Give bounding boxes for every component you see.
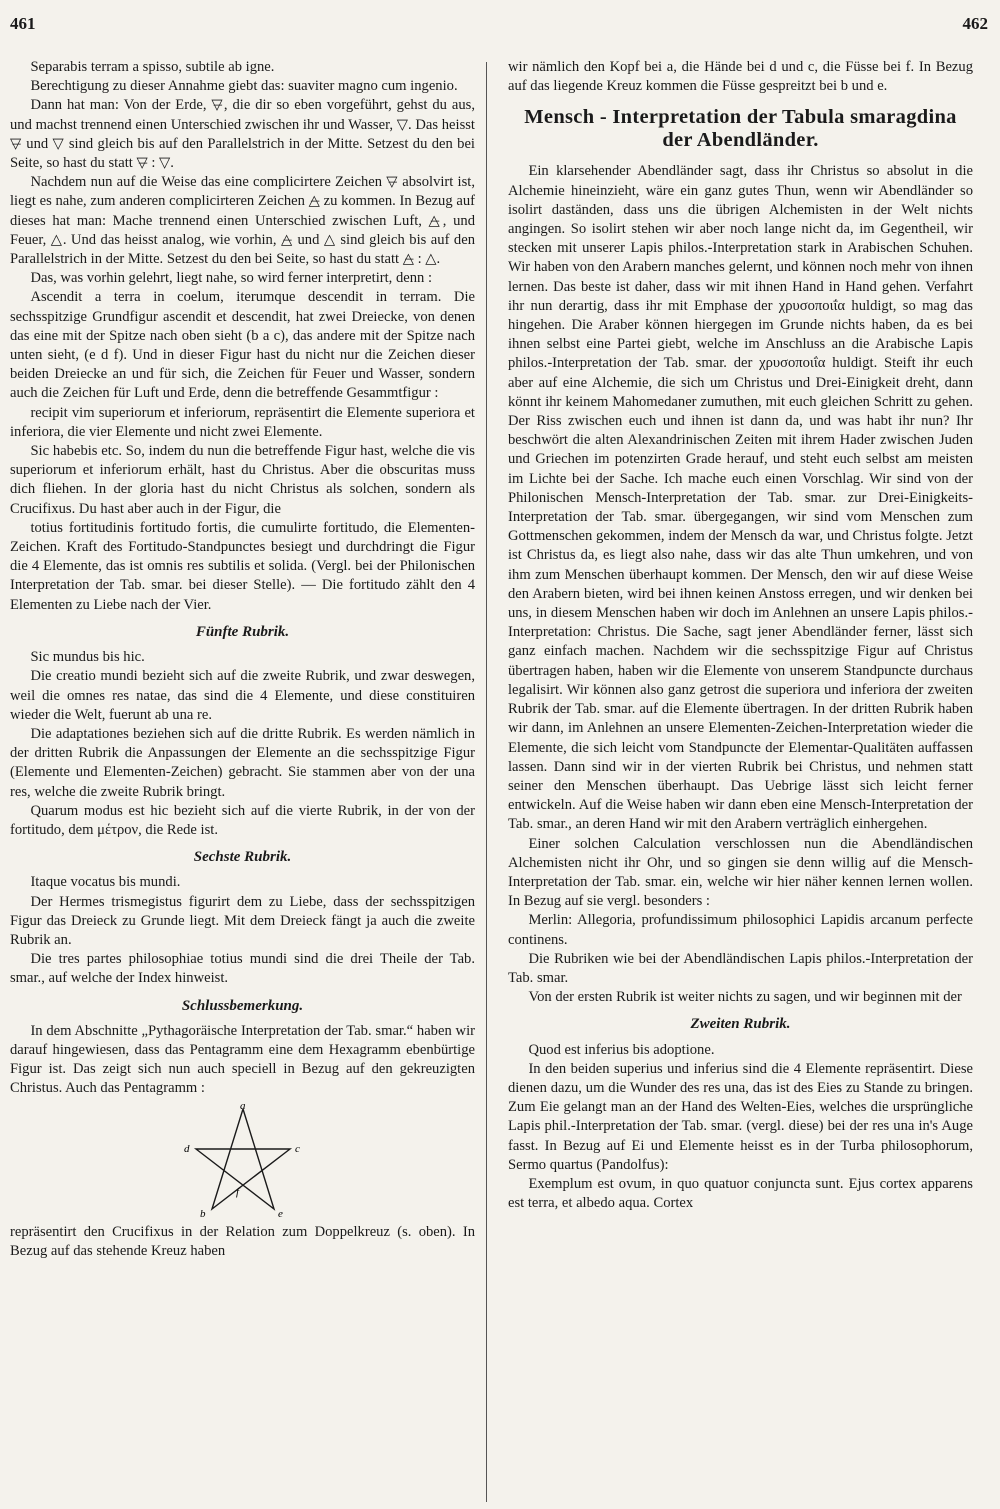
- paragraph: Das, was vorhin gelehrt, liegt nahe, so wird ferner interpretirt, denn :: [30, 270, 433, 287]
- paragraph: Ein klarsehender Abendländer sagt, dass ihr Christus so absolut in die Alchemie hineinzieht, wäre ein ganz gutes Thun, wenn wir Abendländer so isolirt daständen, dass uns die übrigen Alchemisten in der Welt nichts angingen. So isolirt stehen wir aber noch lange nicht da, im Gegentheil, wir stecken mit unserer Lapis philos.-Interpretation stark in Arabischen Schuhen. Wir haben von den Arabern manches gelernt, und können noch mehr von ihnen lernen. Das beste ist daher, dass wir mit ihnen Hand in Hand gehen. Verfahrt ihr nun derartig, dass ihr mit Emphase der χρυσοποιΐα huldigt, so mag das hingehen. Die Araber können hiergegen im Grunde nichts haben, da es bei ihnen selbst eine Partei giebt, welche im Anschluss an die Arabische Lapis philos.-Interpretation der Tab. smar. der χρυσοποιΐα huldigt. Steift ihr euch aber auf eine Alchemie, die sich um Christus und Drei-Einigkeit dreht, dann könnt ihr keinem Mahomedaner zumuthen, mit euch gleichen Schritt zu gehen. Der Riss zwischen euch und ihnen ist dann da, und was habt ihr nun? Ihr beschwört die alten Alexandrinischen Zeiten mit ihrem Hader zwischen Juden und Griechen im potenzirten Grade herauf, und steht euch selbst am meisten im Lichte bei der Sache. Ich mache euch einen Vorschlag. Wir sind von der Philonischen Mensch-Interpretation der Tab. smar. zur Drei-Einigkeits-Interpretation der Tab. smar. übergegangen, wir sind vom Menschen zum Gottmenschen gekommen, indem der Mensch da war, und Christus folgte. Jetzt ist Christus da, es liegt also nahe, dass wir das alte Thun umkehren, und von ihm zum Menschen überhaupt kommen. Der Mensch, den wir auf diese Weise den Arabern bieten, wird bei ihnen keinen Anstoss erregen, und wir denken bei uns, in diesem Menschen haben wir doch im Anlehnen an unsere Lapis philos.-Interpretation: Christus. Die Sache, sagt jener Abendländer ferner, lässt sich ganz einfach machen. Nachdem wir die sechsspitzige Figur auf Christus übertragen haben, haben wir die Elemente von unserem Standpuncte durchaus legalisirt. Wir können also ganz getrost die superiora und inferiora der zweiten Rubrik der Tab. smar. auf die Elemente übertragen. In der dritten Rubrik haben wir dann, im Anlehnen an unsere Elementen-Zeichen-Interpretation wieder die Elemente, die sich leicht vom Standpuncte der Elementar-Qualitäten auffassen lassen. Dann sind wir in der vierten Rubrik bei Christus, und nehmen statt seiner den Menschen überhaupt. Das Uebrige lässt sich leicht ferner entwickeln. Auf die Weise haben wir dann eben eine Mensch-Interpretation der Tab. smar., an deren Hand wir mit den Arabern verträglich einhergehen.: [508, 163, 973, 833]
- right-column: [508, 58, 973, 1213]
- page-number-left: 461: [10, 14, 36, 33]
- paragraph: Quod est inferius bis adoptione.: [528, 1041, 715, 1058]
- paragraph: Itaque vocatus bis mundi.: [30, 874, 181, 891]
- paragraph: Sic mundus bis hic.: [30, 649, 145, 666]
- section-heading: Schlussbemerkung.: [181, 997, 304, 1014]
- paragraph: In dem Abschnitte „Pythagoräische Interpretation der Tab. smar.“ haben wir darauf hingewiesen, dass das Pentagramm eine dem Hexagramm ebenbürtige Figur ist. Das zeigt sich nun auch speciell in Bezug auf den gekreuzigten Christus. Auch das Pentagramm :: [10, 1022, 475, 1097]
- section-heading: Sechste Rubrik.: [193, 849, 292, 866]
- paragraph: Die Rubriken wie bei der Abendländischen Lapis philos.-Interpretation der Tab. smar.: [508, 950, 973, 986]
- figure-label-d: d: [183, 1142, 189, 1155]
- paragraph: Separabis terram a spisso, subtile ab igne.: [30, 59, 275, 75]
- paragraph: repräsentirt den Crucifixus in der Relation zum Doppelkreuz (s. oben). In Bezug auf das stehende Kreuz haben: [10, 1223, 475, 1259]
- chapter-heading: Mensch - Interpretation der Tabula smaragdina der Abendländer.: [524, 106, 957, 152]
- paragraph: Quarum modus est hic bezieht sich auf die vierte Rubrik, in der von der fortitudo, dem μέτρον, die Rede ist.: [10, 802, 475, 838]
- paragraph: Die tres partes philosophiae totius mundi sind die drei Theile der Tab. smar., auf welche der Index hinweist.: [10, 951, 475, 987]
- paragraph: wir nämlich den Kopf bei a, die Hände bei d und c, die Füsse bei f. In Bezug auf das liegende Kreuz kommen die Füsse gespreitzt bei b und e.: [508, 59, 973, 95]
- section-heading: Zweiten Rubrik.: [690, 1016, 791, 1033]
- figure-label-b: b: [199, 1207, 205, 1219]
- figure-label-c: c: [294, 1142, 300, 1155]
- left-column: [10, 58, 475, 1261]
- page-number-right: 462: [962, 14, 988, 33]
- paragraph: Der Hermes trismegistus figurirt dem zu Liebe, dass der sechsspitzigen Figur das Dreieck zu Grunde liegt. Mit dem Dreieck fängt ja auch die zweite Rubrik an.: [10, 893, 475, 948]
- section-heading: Fünfte Rubrik.: [195, 623, 290, 640]
- paragraph: Exemplum est ovum, in quo quatuor conjuncta sunt. Ejus cortex apparens est terra, et albedo aqua. Cortex: [508, 1175, 973, 1212]
- figure-label-a: a: [239, 1100, 245, 1112]
- paragraph: totius fortitudinis fortitudo fortis, die cumulirte fortitudo, die Elementen-Zeichen. Kraft des Fortitudo-Standpunctes besiegt und durchdringt die Figur die 4 Elemente, das ist omnis res subtilis et solida. (Vergl. bei der Philonischen Interpretation der Tab. smar. bei dieser Stelle). — Die fortitudo zählt den 4 Elementen zu Liebe nach der Vier.: [10, 519, 475, 613]
- paragraph: Die creatio mundi bezieht sich auf die zweite Rubrik, und zwar deswegen, weil die omnes res natae, das sind die 4 Elemente, und diese constituiren wieder die Welt, fuerunt ab una re.: [10, 668, 475, 723]
- figure-label-e: e: [277, 1207, 283, 1219]
- paragraph: Einer solchen Calculation verschlossen nun die Abendländischen Alchemisten nicht ihr Ohr, und so gingen sie denn willig auf die Mensch-Interpretation der Tab. smar. ein, welche wir hier näher kennen lernen wollen. In Bezug auf sie vergl. besonders :: [508, 835, 973, 910]
- column-divider: [486, 62, 487, 1502]
- paragraph: In den beiden superius und inferius sind die 4 Elemente repräsentirt. Diese dienen dazu, um die Wunder des res una, das ist des Eies zu Stande zu bringen. Zum Eie gelangt man an der Hand des Welten-Eies, welches die ursprüngliche Lapis phil.-Interpretation der Tab. smar. (vergl. diese) bei der res una in's Auge fasst. In Bezug auf Ei und Elemente heisst es in der Turba philosophorum, Sermo quartus (Pandolfus):: [508, 1060, 973, 1173]
- pentagram-figure: [168, 1101, 318, 1219]
- paragraph: Die adaptationes beziehen sich auf die dritte Rubrik. Es werden nämlich in der dritten Rubrik die Anpassungen der Elemente an die sechsspitzige Figur (Elemente und Elementen-Zeichen) gebracht. Sie stammen aber von der una res, welche die zweite Rubrik bringt.: [10, 725, 475, 800]
- paragraph: Dann hat man: Von der Erde, ▽̶, die dir so eben vorgeführt, gehst du aus, und machst trennend einen Unterschied zwischen ihr und Wasser, ▽. Das heisst ▽̶ und ▽ sind gleich bis auf den Parallelstrich in der Mitte. Setzest du den bei Seite, so hast du statt ▽̶ : ▽.: [10, 97, 475, 172]
- paragraph: Ascendit a terra in coelum, iterumque descendit in terram. Die sechsspitzige Grundfigur ascendit et descendit, hat zwei Dreiecke, von denen das eine mit der Spitze nach oben sieht (b a c), das andere mit der Spitze nach unten sieht, (e d f). Und in dieser Figur hast du nicht nur die Zeichen dieser beiden Dreiecke an und für sich, die Zeichen für Feuer und Wasser, sondern auch die Zeichen für Luft und Erde, denn die betreffende Gesammtfigur :: [10, 289, 475, 402]
- paragraph: Berechtigung zu dieser Annahme giebt das: suaviter magno cum ingenio.: [30, 78, 458, 95]
- paragraph: Nachdem nun auf die Weise das eine complicirtere Zeichen ▽̶ absolvirt ist, liegt es nahe, zum anderen complicirteren Zeichen △̶ zu kommen. In Bezug auf dieses hat man: Mache trennend einen Unterschied zwischen Luft, △̶, und Feuer, △. Und das heisst analog, wie vorhin, △̶ und △ sind gleich bis auf den Parallelstrich in der Mitte. Setzest du den bei Seite, so hast du statt △̶ : △.: [10, 174, 475, 268]
- paragraph: recipit vim superiorum et inferiorum, repräsentirt die Elemente superiora et inferiora, die vier Elemente und nicht zwei Elemente.: [10, 404, 475, 440]
- paragraph: Von der ersten Rubrik ist weiter nichts zu sagen, und wir beginnen mit der: [528, 989, 962, 1006]
- figure-label-f: f: [235, 1185, 239, 1198]
- paragraph: Merlin: Allegoria, profundissimum philosophici Lapidis arcanum perfecte continens.: [508, 912, 973, 948]
- paragraph: Sic habebis etc. So, indem du nun die betreffende Figur hast, welche die vis superiorum et inferiorum erhält, hast du Christus. Aber die obscuritas muss dich fliehen. In der gloria hast du nicht Christus als solchen, sondern als Crucifixus. Du hast aber auch in der Figur, die: [10, 443, 475, 517]
